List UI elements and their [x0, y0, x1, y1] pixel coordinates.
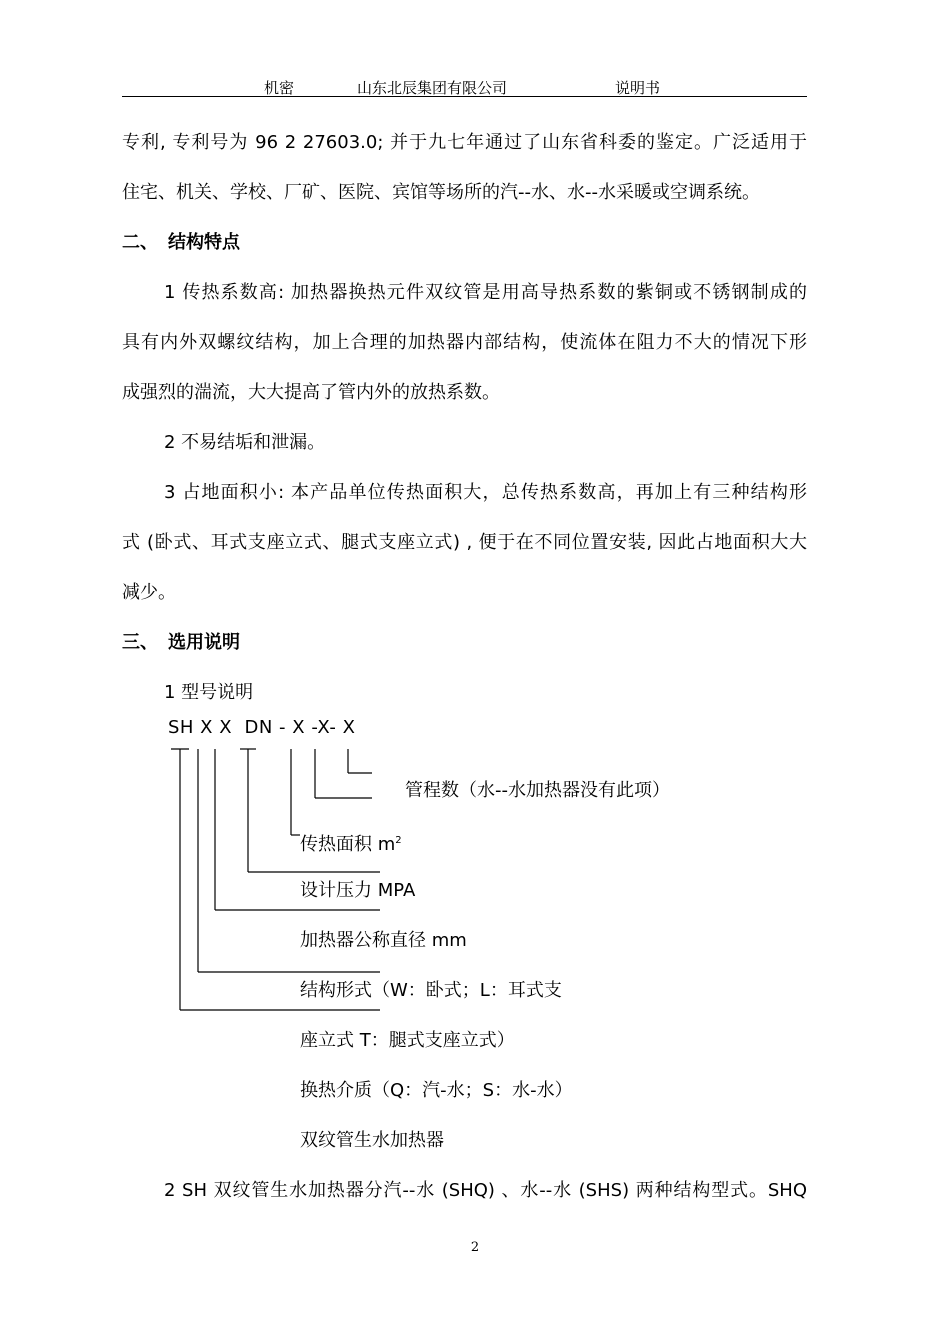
label-structure-2: 座立式 T：腿式支座立式） [300, 1030, 515, 1051]
section-title: 选用说明 [168, 632, 240, 653]
section-number: 三、 [122, 632, 158, 653]
intro-line-1: 专利, 专利号为 96 2 27603.0; 并于九七年通过了山东省科委的鉴定。广泛适用于 [122, 132, 807, 153]
label-medium: 换热介质（Q：汽-水；S：水-水） [300, 1080, 573, 1101]
feature-1-line-3: 成强烈的湍流，大大提高了管内外的放热系数。 [122, 382, 500, 403]
label-product: 双纹管生水加热器 [300, 1130, 444, 1151]
section-title: 结构特点 [168, 232, 240, 253]
label-pressure: 设计压力 MPA [300, 880, 416, 901]
page-number: 2 [470, 1240, 480, 1255]
label-structure-1: 结构形式（W：卧式；L：耳式支 [300, 980, 562, 1001]
label-area [300, 829, 402, 857]
feature-2: 2 不易结垢和泄漏。 [164, 432, 326, 453]
feature-3-line-2: 式 (卧式、耳式支座立式、腿式支座立式) , 便于在不同位置安装, 因此占地面积大大 [122, 532, 807, 553]
header-company: 山东北辰集团有限公司 [357, 79, 508, 97]
model-explanation-heading: 1 型号说明 [164, 682, 254, 703]
section-heading-structure [122, 231, 240, 255]
feature-1-line-2: 具有内外双螺纹结构，加上合理的加热器内部结构，使流体在阻力不大的情况下形 [122, 332, 807, 353]
header-rule [122, 96, 807, 97]
section-heading-selection [122, 631, 240, 655]
model-code: SH X X DN - X -X- X [168, 717, 356, 738]
feature-3-line-3: 减少。 [122, 582, 176, 603]
feature-3-line-1: 3 占地面积小: 本产品单位传热面积大，总传热系数高，再加上有三种结构形 [164, 482, 807, 503]
label-diameter: 加热器公称直径 mm [300, 930, 467, 951]
structure-types-line: 2 SH 双纹管生水加热器分汽--水 (SHQ) 、水--水 (SHS) 两种结构型式。SHQ [164, 1180, 807, 1201]
header-confidential: 机密 [264, 79, 295, 97]
label-area-text: 传热面积 m [300, 834, 396, 855]
intro-line-2: 住宅、机关、学校、厂矿、医院、宾馆等场所的汽--水、水--水采暖或空调系统。 [122, 182, 760, 203]
label-area-superscript: 2 [395, 835, 402, 846]
section-number: 二、 [122, 232, 158, 253]
label-passes: 管程数（水--水加热器没有此项） [405, 780, 670, 801]
feature-1-line-1: 1 传热系数高: 加热器换热元件双纹管是用高导热系数的紫铜或不锈钢制成的 [164, 282, 807, 303]
header-doc-type: 说明书 [615, 79, 661, 97]
